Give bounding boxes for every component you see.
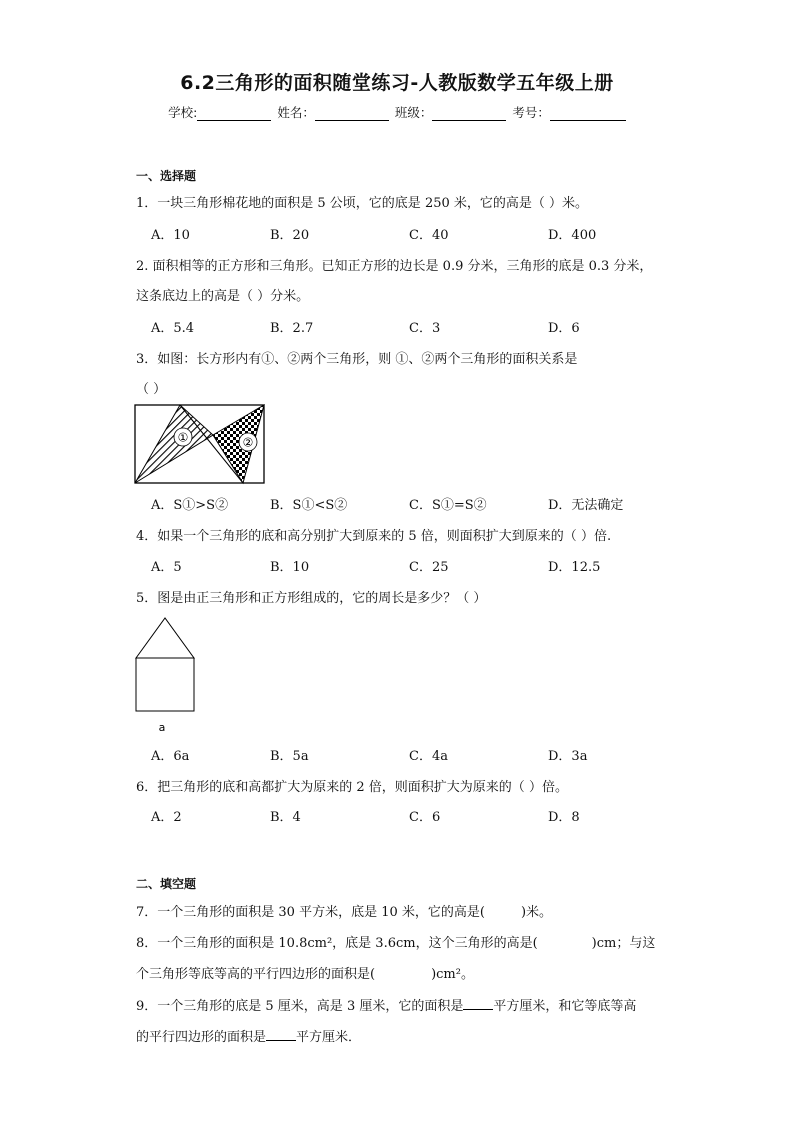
question-6-options bbox=[151, 806, 711, 824]
question-7-text-a: 7．一个三角形的面积是 30 平方米，底是 10 米，它的高是( bbox=[136, 905, 485, 920]
option-c[interactable]: C．6 bbox=[409, 810, 441, 825]
exam-no-blank[interactable] bbox=[550, 106, 626, 121]
option-a[interactable]: A．6a bbox=[151, 749, 190, 764]
option-b[interactable]: B．5a bbox=[270, 749, 309, 764]
option-b[interactable]: B．20 bbox=[270, 228, 310, 243]
question-1-stem: 1．一块三角形棉花地的面积是 5 公顷，它的底是 250 米，它的高是（ ）米。 bbox=[136, 196, 589, 211]
question-2-stem-line1: 2. 面积相等的正方形和三角形。已知正方形的边长是 0.9 分米，三角形的底是 0.3 分米， bbox=[136, 259, 653, 274]
option-a[interactable]: A．5 bbox=[151, 560, 182, 575]
option-d[interactable]: D．无法确定 bbox=[548, 498, 624, 513]
question-9-line2 bbox=[136, 1026, 361, 1045]
school-blank[interactable] bbox=[197, 106, 271, 121]
question-8-text-c: 个三角形等底等高的平行四边形的面积是( bbox=[136, 967, 376, 982]
question-3-stem-line1: 3．如图：长方形内有①、②两个三角形，则 ①、②两个三角形的面积关系是 bbox=[136, 352, 578, 367]
figure-label-1: ① bbox=[177, 430, 189, 445]
section-heading-choice: 一、选择题 bbox=[136, 169, 197, 183]
question-9-text-c: 的平行四边形的面积是 bbox=[136, 1030, 267, 1045]
option-d[interactable]: D．400 bbox=[548, 228, 597, 243]
option-c[interactable]: C．4a bbox=[409, 749, 448, 764]
option-b[interactable]: B．4 bbox=[270, 810, 301, 825]
option-b[interactable]: B．10 bbox=[270, 560, 310, 575]
exam-no-label: 考号： bbox=[512, 105, 550, 120]
question-9-text-a: 9．一个三角形的底是 5 厘米，高是 3 厘米，它的面积是 bbox=[136, 999, 464, 1014]
option-d[interactable]: D．12.5 bbox=[548, 560, 601, 575]
question-8-line2 bbox=[136, 963, 474, 982]
house-shape-figure bbox=[134, 615, 200, 737]
name-label: 姓名： bbox=[277, 105, 315, 120]
option-d[interactable]: D．6 bbox=[548, 321, 580, 336]
question-2-options bbox=[151, 317, 711, 335]
answer-blank[interactable] bbox=[266, 1028, 296, 1041]
question-7 bbox=[136, 901, 552, 920]
question-8-text-a: 8．一个三角形的面积是 10.8cm²，底是 3.6cm，这个三角形的高是( bbox=[136, 936, 538, 951]
page-title: 6.2三角形的面积随堂练习-人教版数学五年级上册 bbox=[180, 72, 614, 94]
question-5-options bbox=[151, 745, 711, 763]
question-3-options bbox=[151, 494, 711, 512]
question-9-text-d: 平方厘米． bbox=[296, 1030, 362, 1045]
name-blank[interactable] bbox=[315, 106, 389, 121]
school-label: 学校: bbox=[168, 105, 198, 120]
question-4-options bbox=[151, 556, 711, 574]
option-c[interactable]: C．25 bbox=[409, 560, 449, 575]
option-a[interactable]: A．2 bbox=[151, 810, 182, 825]
option-d[interactable]: D．3a bbox=[548, 749, 588, 764]
option-a[interactable]: A．10 bbox=[151, 228, 190, 243]
question-9-text-b: 平方厘米，和它等底等高 bbox=[493, 999, 637, 1014]
question-5-stem: 5．图是由正三角形和正方形组成的，它的周长是多少？（ ） bbox=[136, 591, 487, 606]
option-c[interactable]: C．40 bbox=[409, 228, 449, 243]
option-a[interactable]: A．5.4 bbox=[151, 321, 195, 336]
question-8-text-d: )cm²。 bbox=[431, 967, 474, 982]
question-9-line1 bbox=[136, 995, 636, 1014]
option-d[interactable]: D．8 bbox=[548, 810, 580, 825]
option-c[interactable]: C．S①=S② bbox=[409, 498, 487, 513]
question-1-options bbox=[151, 224, 711, 242]
class-label: 班级： bbox=[394, 105, 433, 120]
option-a[interactable]: A．S①>S② bbox=[151, 498, 229, 513]
section-heading-fill-in: 二、填空题 bbox=[136, 877, 197, 891]
question-8-text-b: )cm；与这 bbox=[591, 936, 656, 951]
question-2-stem-line2: 这条底边上的高是（ ）分米。 bbox=[136, 289, 310, 304]
question-8-line1 bbox=[136, 932, 655, 951]
answer-blank[interactable] bbox=[463, 997, 493, 1010]
question-6-stem: 6．把三角形的底和高都扩大为原来的 2 倍，则面积扩大为原来的（ ）倍。 bbox=[136, 780, 568, 795]
class-blank[interactable] bbox=[432, 106, 506, 121]
question-4-stem: 4．如果一个三角形的底和高分别扩大到原来的 5 倍，则面积扩大到原来的（ ）倍. bbox=[136, 529, 612, 544]
student-info-line bbox=[0, 103, 794, 121]
option-c[interactable]: C．3 bbox=[409, 321, 441, 336]
question-7-text-b: )米。 bbox=[520, 905, 553, 920]
figure-side-label: a bbox=[158, 721, 166, 734]
option-b[interactable]: B．S①<S② bbox=[270, 498, 348, 513]
rectangle-triangles-figure bbox=[134, 404, 268, 486]
question-3-stem-line2: （ ） bbox=[136, 382, 167, 397]
figure-label-2: ② bbox=[242, 435, 254, 450]
option-b[interactable]: B．2.7 bbox=[270, 321, 314, 336]
